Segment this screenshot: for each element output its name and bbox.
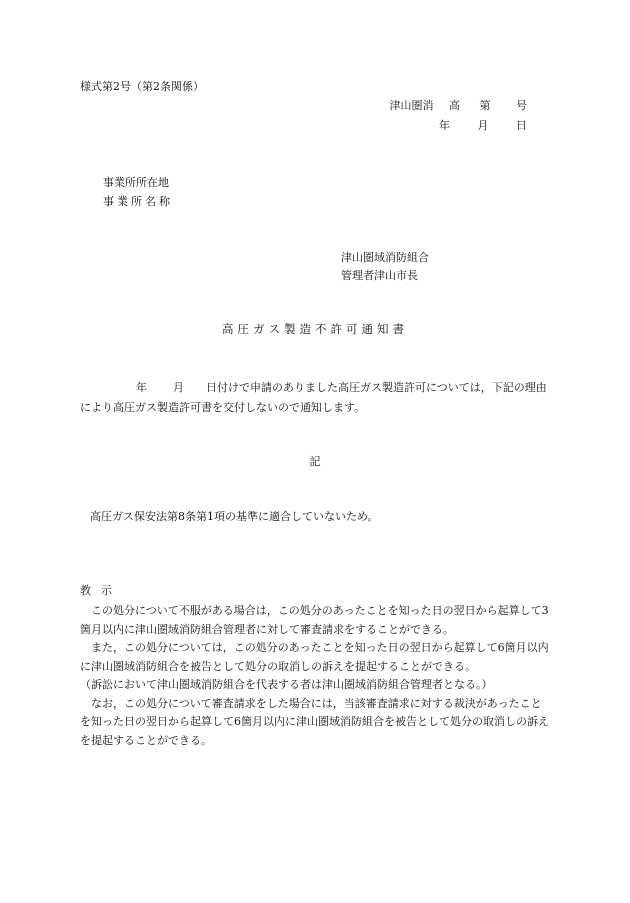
reference-number — [390, 100, 528, 111]
kyouji-section — [80, 602, 552, 750]
issue-date — [439, 120, 527, 131]
ki-heading: 記 — [309, 455, 321, 468]
kyouji-paragraph: （訴訟において津山圏域消防組合を代表する者は津山圏域消防組合管理者となる。） — [80, 678, 493, 691]
date-month: 月 — [477, 119, 489, 132]
ref-prefix: 津山圏消 — [389, 99, 434, 112]
body-paragraph — [80, 378, 552, 418]
date-day: 日 — [516, 119, 527, 132]
body-year: 年 — [136, 381, 147, 394]
address-label: 事業所所在地 — [103, 176, 169, 189]
form-number: 様式第2号（第2条関係） — [80, 80, 204, 93]
body-month: 月 — [173, 381, 184, 394]
kyouji-paragraph: なお，この処分について審査請求をした場合には，当該審査請求に対する裁決があったことを知った日の翌日から起算して6箇月以内に津山圏域消防組合を被告として処分の取消しの訴えを提起することができる。 — [80, 696, 549, 747]
ref-type: 高 — [449, 99, 460, 112]
document-title: 高圧ガス製造不許可通知書 — [222, 322, 408, 336]
kyouji-paragraph: この処分について不服がある場合は，この処分のあったことを知った日の翌日から起算して3箇月以内に津山圏域消防組合管理者に対して審査請求をすることができる。 — [80, 604, 549, 636]
ref-go: 号 — [516, 99, 527, 112]
date-year: 年 — [439, 119, 450, 132]
name-label: 事業所名称 — [103, 195, 173, 208]
kyouji-paragraph: また，この処分については，この処分のあったことを知った日の翌日から起算して6箇月以内に津山圏域消防組合を被告として処分の取消しの訴えを提起することができる。 — [80, 641, 549, 673]
sender-representative: 管理者津山市長 — [341, 269, 418, 282]
sender-organization: 津山圏域消防組合 — [341, 251, 429, 264]
ref-dai: 第 — [479, 99, 491, 112]
kyouji-title: 教示 — [80, 584, 122, 597]
reason-text: 高圧ガス保安法第8条第1項の基準に適合していないため。 — [90, 510, 379, 523]
body-text: 日付けで申請のありました高圧ガス製造許可については，下記の理由により高圧ガス製造許可書を交付しないので通知します。 — [80, 381, 547, 414]
